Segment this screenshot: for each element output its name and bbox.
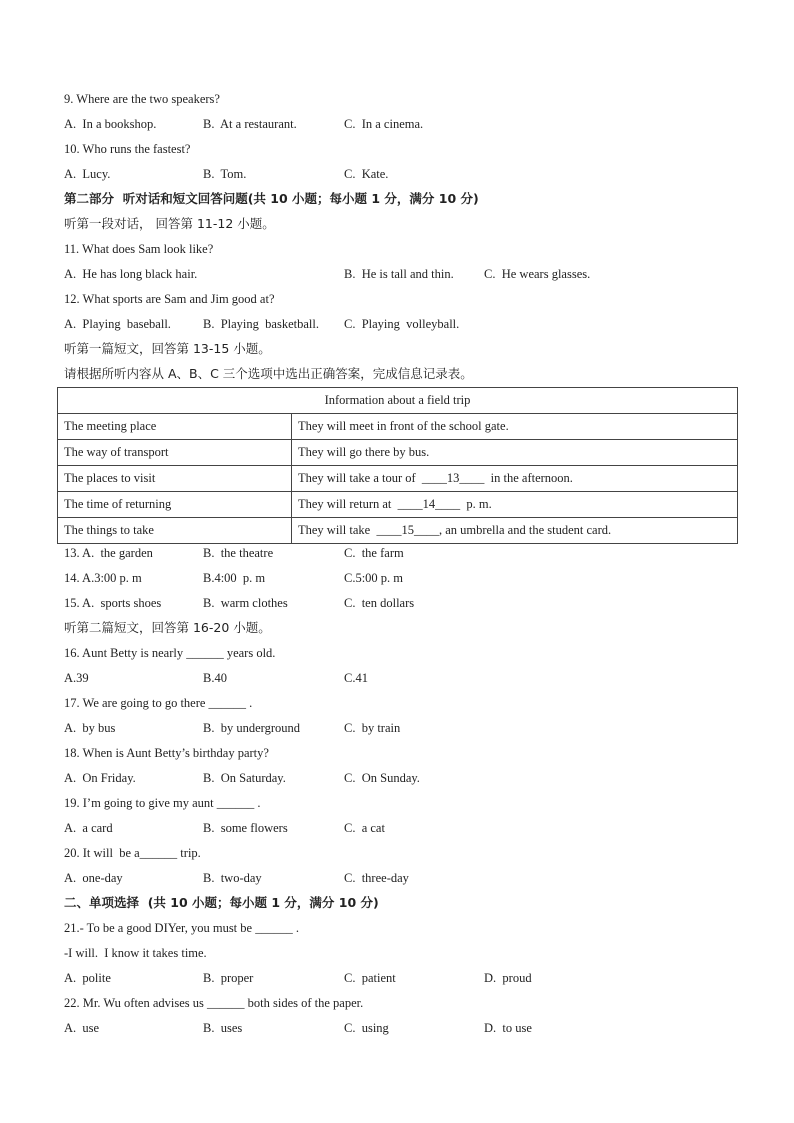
q19-stem: 19. I’m going to give my aunt ______ . bbox=[64, 796, 261, 810]
q9-option-a: A. In a bookshop. bbox=[64, 117, 157, 131]
part2-instruction-passage1: 听第一篇短文，回答第 13-15 小题。 bbox=[64, 341, 271, 356]
q11-option-c: C. He wears glasses. bbox=[484, 267, 591, 281]
q13-option-c: C. the farm bbox=[344, 546, 404, 560]
q20-stem: 20. It will be a______ trip. bbox=[64, 846, 201, 860]
q21-stem: 21.- To be a good DIYer, you must be ______ . bbox=[64, 921, 299, 935]
q11-option-a: A. He has long black hair. bbox=[64, 267, 198, 281]
q20-option-a: A. one-day bbox=[64, 871, 123, 885]
q22-option-d: D. to use bbox=[484, 1021, 532, 1035]
q22-option-a: A. use bbox=[64, 1021, 100, 1035]
row-content: They will go there by bus. bbox=[292, 440, 738, 466]
blank-14: ____14____ bbox=[397, 497, 461, 511]
blank-13: ____13____ bbox=[421, 471, 485, 485]
q13-option-a: 13. A. the garden bbox=[64, 546, 153, 560]
q15-option-b: B. warm clothes bbox=[203, 596, 288, 610]
q18-stem: 18. When is Aunt Betty’s birthday party? bbox=[64, 746, 269, 760]
q12-option-b: B. Playing basketball. bbox=[203, 317, 319, 331]
q16-stem: 16. Aunt Betty is nearly ______ years old. bbox=[64, 646, 276, 660]
q18-option-c: C. On Sunday. bbox=[344, 771, 420, 785]
q15-option-c: C. ten dollars bbox=[344, 596, 415, 610]
q21-option-c: C. patient bbox=[344, 971, 396, 985]
q17-option-b: B. by underground bbox=[203, 721, 300, 735]
q13-option-b: B. the theatre bbox=[203, 546, 274, 560]
q22-option-c: C. using bbox=[344, 1021, 389, 1035]
field-trip-info-table bbox=[57, 387, 738, 544]
q19-option-a: A. a card bbox=[64, 821, 113, 835]
q17-option-a: A. by bus bbox=[64, 721, 116, 735]
q14-option-b: B.4:00 p. m bbox=[203, 571, 266, 585]
q19-option-c: C. a cat bbox=[344, 821, 385, 835]
q12-option-a: A. Playing baseball. bbox=[64, 317, 171, 331]
q21-stem-reply: -I will. I know it takes time. bbox=[64, 946, 207, 960]
q11-option-b: B. He is tall and thin. bbox=[344, 267, 454, 281]
table-row bbox=[58, 518, 738, 544]
part2-heading: 第二部分 听对话和短文回答问题(共 10 小题；每小题 1 分，满分 10 分) bbox=[64, 191, 479, 206]
table-title: Information about a field trip bbox=[58, 388, 738, 414]
row-label: The things to take bbox=[58, 518, 292, 544]
q21-option-b: B. proper bbox=[203, 971, 254, 985]
row-label: The way of transport bbox=[58, 440, 292, 466]
q17-stem: 17. We are going to go there ______ . bbox=[64, 696, 253, 710]
part2-instruction-dialogue1: 听第一段对话， 回答第 11-12 小题。 bbox=[64, 216, 275, 231]
section2-heading: 二、单项选择 (共 10 小题；每小题 1 分，满分 10 分) bbox=[64, 895, 379, 910]
q17-option-c: C. by train bbox=[344, 721, 401, 735]
q20-option-c: C. three-day bbox=[344, 871, 409, 885]
q15-option-a: 15. A. sports shoes bbox=[64, 596, 162, 610]
row-label: The time of returning bbox=[58, 492, 292, 518]
q16-option-a: A.39 bbox=[64, 671, 89, 685]
q16-option-b: B.40 bbox=[203, 671, 227, 685]
row-content: They will return at ____14____ p. m. bbox=[292, 492, 738, 518]
q22-stem: 22. Mr. Wu often advises us ______ both sides of the paper. bbox=[64, 996, 364, 1010]
q11-stem: 11. What does Sam look like? bbox=[64, 242, 214, 256]
row-content: They will take a tour of ____13____ in the afternoon. bbox=[292, 466, 738, 492]
q22-option-b: B. uses bbox=[203, 1021, 243, 1035]
q16-option-c: C.41 bbox=[344, 671, 368, 685]
q10-option-b: B. Tom. bbox=[203, 167, 247, 181]
q9-stem: 9. Where are the two speakers? bbox=[64, 92, 220, 106]
q12-option-c: C. Playing volleyball. bbox=[344, 317, 460, 331]
q10-option-c: C. Kate. bbox=[344, 167, 389, 181]
q18-option-a: A. On Friday. bbox=[64, 771, 136, 785]
blank-15: ____15____ bbox=[376, 523, 439, 537]
q9-option-c: C. In a cinema. bbox=[344, 117, 424, 131]
row-label: The meeting place bbox=[58, 414, 292, 440]
q21-option-d: D. proud bbox=[484, 971, 532, 985]
part2-instruction-passage2: 听第二篇短文，回答第 16-20 小题。 bbox=[64, 620, 271, 635]
q18-option-b: B. On Saturday. bbox=[203, 771, 286, 785]
row-content: They will take ____15____, an umbrella and the student card. bbox=[292, 518, 738, 544]
part2-instruction-table: 请根据所听内容从 A、B、C 三个选项中选出正确答案，完成信息记录表。 bbox=[64, 366, 473, 381]
q9-option-b: B. At a restaurant. bbox=[203, 117, 297, 131]
q14-option-c: C.5:00 p. m bbox=[344, 571, 404, 585]
q10-stem: 10. Who runs the fastest? bbox=[64, 142, 191, 156]
q14-option-a: 14. A.3:00 p. m bbox=[64, 571, 142, 585]
table-row bbox=[58, 466, 738, 492]
table-row bbox=[58, 492, 738, 518]
table-row bbox=[58, 414, 738, 440]
row-label: The places to visit bbox=[58, 466, 292, 492]
q10-option-a: A. Lucy. bbox=[64, 167, 111, 181]
q20-option-b: B. two-day bbox=[203, 871, 262, 885]
table-row bbox=[58, 440, 738, 466]
q21-option-a: A. polite bbox=[64, 971, 111, 985]
row-content: They will meet in front of the school gate. bbox=[292, 414, 738, 440]
q12-stem: 12. What sports are Sam and Jim good at? bbox=[64, 292, 275, 306]
q19-option-b: B. some flowers bbox=[203, 821, 288, 835]
